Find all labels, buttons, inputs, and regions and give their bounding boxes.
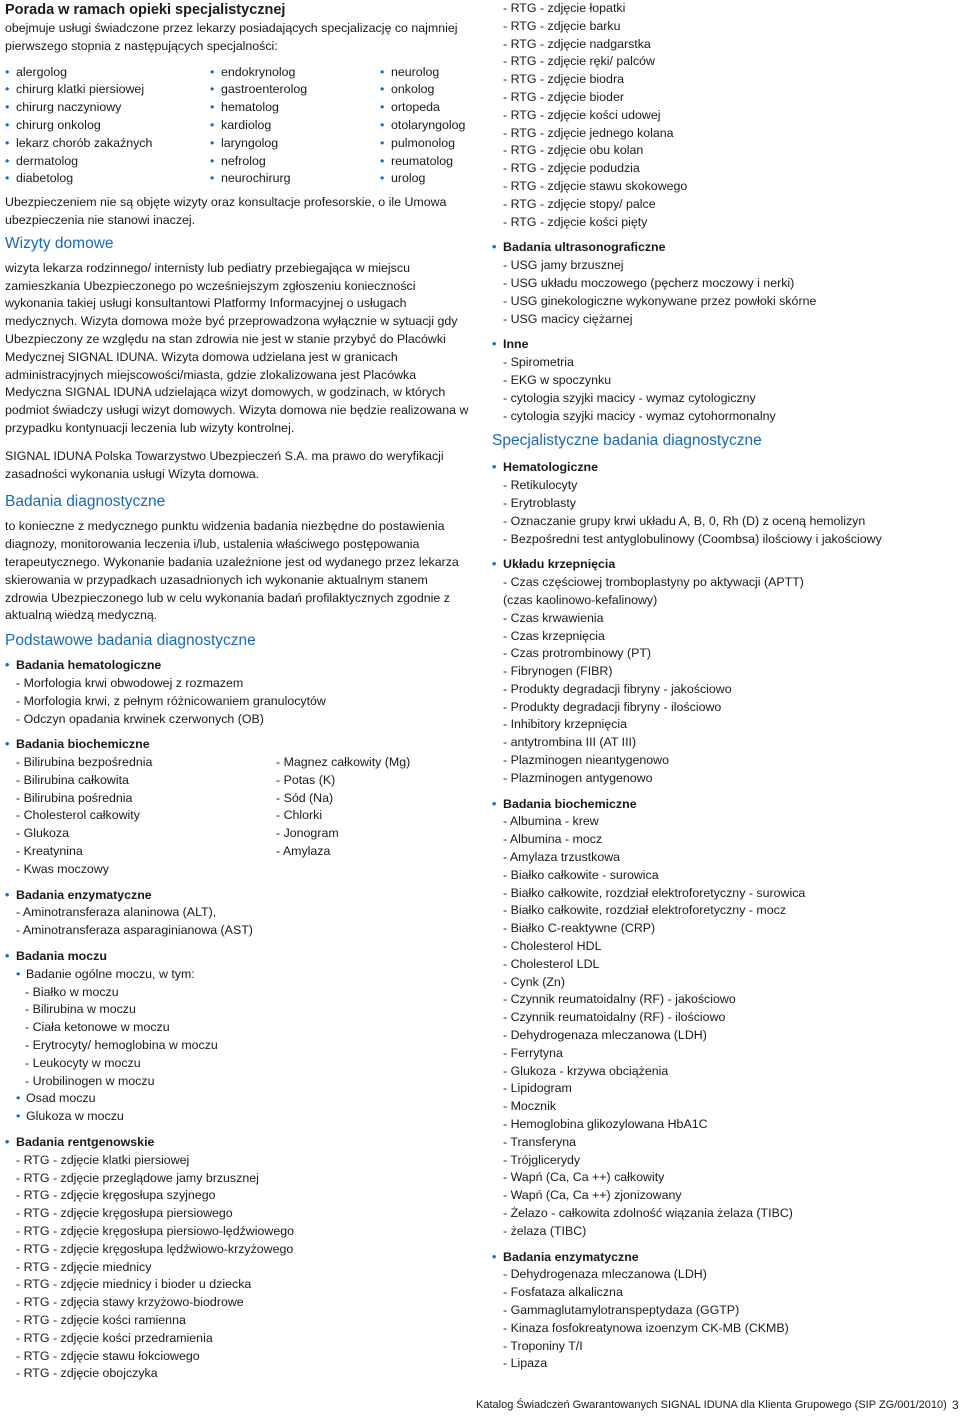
badania-paragraph: to konieczne z medycznego punktu widzenia badania niezbędne do postawienia diagnozy, monitorowania leczenia i/lub, ustalenia właściwego postępowania terapeutycznego. Wykonanie badania uzależnione jest od wydanego przez lekarza skierowania w przypadkach uzasadnionych ich wykonanie aktualnym stanem zdrowia Ubezpieczonego lub w celu wykonania badań profilaktycznych zgodnie z aktualną wiedzą medyczną. bbox=[5, 519, 459, 623]
list-item: - Białko całkowite, rozdział elektroforetyczny - mocz bbox=[503, 903, 787, 918]
list-item: - Potas (K) bbox=[276, 772, 336, 787]
mocz-sub-list bbox=[5, 984, 473, 1091]
list-item: - Czas protrombinowy (PT) bbox=[503, 646, 652, 661]
list-item: - Czas częściowej tromboplastyny po aktywacji (APTT) bbox=[503, 575, 804, 590]
list-item: - Aminotransferaza alaninowa (ALT), bbox=[16, 905, 217, 920]
list-item: - RTG - zdjęcia stawy krzyżowo-biodrowe bbox=[16, 1295, 244, 1310]
left-column bbox=[5, 0, 473, 1383]
list-item: - Albumina - krew bbox=[503, 814, 599, 829]
list-item: - Spirometria bbox=[503, 355, 574, 370]
list-item: - Odczyn opadania krwinek czerwonych (OB) bbox=[16, 711, 264, 726]
list-item: - Jonogram bbox=[276, 826, 339, 841]
list-item: - Białko C-reaktywne (CRP) bbox=[503, 921, 656, 936]
list-item: - USG ginekologiczne wykonywane przez powłoki skórne bbox=[503, 293, 817, 308]
specialty-item: • neurolog bbox=[380, 64, 470, 82]
mocz-osad: • Osad moczu bbox=[5, 1090, 473, 1108]
list-item: - Czas krzepnięcia bbox=[503, 628, 605, 643]
group-title-bioch: • Badania biochemiczne bbox=[5, 736, 473, 754]
group-title-enz: • Badania enzymatyczne bbox=[5, 887, 473, 905]
list-item: - Cholesterol HDL bbox=[503, 939, 602, 954]
list-item: - Magnez całkowity (Mg) bbox=[276, 755, 411, 770]
list-item: - Wapń (Ca, Ca ++) zjonizowany bbox=[503, 1188, 682, 1203]
list-item: - Produkty degradacji fibryny - jakościowo bbox=[503, 681, 732, 696]
spec-hemat-list bbox=[492, 477, 952, 548]
list-item: - antytrombina III (AT III) bbox=[503, 735, 637, 750]
section-title-podstawowe: Podstawowe badania diagnostyczne bbox=[5, 632, 256, 650]
list-item: - RTG - zdjęcie bioder bbox=[503, 89, 624, 104]
group-title-spec-hemat: • Hematologiczne bbox=[492, 459, 952, 477]
section-title-porada: Porada w ramach opieki specjalistycznej bbox=[5, 2, 286, 18]
list-item: - cytologia szyjki macicy - wymaz cytologiczny bbox=[503, 390, 756, 405]
list-item: - Bezpośredni test antyglobulinowy (Coombsa) ilościowy i jakościowy bbox=[503, 531, 882, 546]
group-title-spec-enz: • Badania enzymatyczne bbox=[492, 1249, 952, 1267]
list-item: - Plazminogen nieantygenowo bbox=[503, 753, 670, 768]
list-item: - Plazminogen antygenowo bbox=[503, 770, 653, 785]
specialty-item: • laryngolog bbox=[210, 135, 380, 153]
right-column bbox=[492, 0, 952, 1373]
list-item: - Erytrocyty/ hemoglobina w moczu bbox=[25, 1038, 218, 1053]
list-item: - Trójglicerydy bbox=[503, 1152, 581, 1167]
specialty-item: • nefrolog bbox=[210, 153, 380, 171]
list-item: - Mocznik bbox=[503, 1099, 557, 1114]
group-title-hemat: • Badania hematologiczne bbox=[5, 657, 473, 675]
list-item: - EKG w spoczynku bbox=[503, 372, 612, 387]
list-item: - Aminotransferaza asparaginianowa (AST) bbox=[16, 923, 253, 938]
specialty-item: • chirurg naczyniowy bbox=[5, 99, 210, 117]
list-item: - RTG - zdjęcie podudzia bbox=[503, 161, 640, 176]
specialties-col-1 bbox=[5, 64, 210, 189]
specialties-col-3 bbox=[380, 64, 470, 189]
list-item: - żelaza (TIBC) bbox=[503, 1223, 587, 1238]
list-item: - RTG - zdjęcie obu kolan bbox=[503, 143, 644, 158]
list-item: - RTG - zdjęcie obojczyka bbox=[16, 1366, 158, 1381]
list-item: - Gammaglutamylotranspeptydaza (GGTP) bbox=[503, 1302, 740, 1317]
porada-intro: obejmuje usługi świadczone przez lekarzy posiadających specjalizację co najmniej pierwszego stopnia z następujących specjalności: bbox=[5, 21, 458, 53]
specialty-item: • dermatolog bbox=[5, 153, 210, 171]
specialty-item: • diabetolog bbox=[5, 170, 210, 188]
list-item: - Amylaza trzustkowa bbox=[503, 850, 621, 865]
list-item: - Bilirubina bezpośrednia bbox=[16, 755, 153, 770]
section-title-badania: Badania diagnostyczne bbox=[5, 493, 166, 511]
list-item: - Inhibitory krzepnięcia bbox=[503, 717, 627, 732]
group-title-mocz: • Badania moczu bbox=[5, 948, 473, 966]
bioch-list-a bbox=[5, 754, 265, 879]
specialties-col-2 bbox=[210, 64, 380, 189]
list-item: - Cholesterol całkowity bbox=[16, 808, 140, 823]
list-item: - Oznaczanie grupy krwi układu A, B, 0, Rh (D) z oceną hemolizyn bbox=[503, 513, 866, 528]
list-item: - Ferrytyna bbox=[503, 1045, 563, 1060]
group-title-usg: • Badania ultrasonograficzne bbox=[492, 239, 952, 257]
list-item: - RTG - zdjęcie barku bbox=[503, 18, 621, 33]
list-item: - Czas krwawienia bbox=[503, 610, 604, 625]
specialty-item: • urolog bbox=[380, 170, 470, 188]
specialty-item: • hematolog bbox=[210, 99, 380, 117]
wizyty-paragraph-2: SIGNAL IDUNA Polska Towarzystwo Ubezpieczeń S.A. ma prawo do weryfikacji zasadności wykonania usługi Wizyta domowa. bbox=[5, 448, 444, 481]
list-item: - Bilirubina w moczu bbox=[25, 1002, 136, 1017]
list-item: - Ciała ketonowe w moczu bbox=[25, 1020, 170, 1035]
list-item: - Glukoza - krzywa obciążenia bbox=[503, 1063, 669, 1078]
list-item: - Leukocyty w moczu bbox=[25, 1055, 141, 1070]
group-title-rtg: • Badania rentgenowskie bbox=[5, 1134, 473, 1152]
list-item: - Żelazo - całkowita zdolność wiązania żelaza (TIBC) bbox=[503, 1206, 793, 1220]
list-item: - Dehydrogenaza mleczanowa (LDH) bbox=[503, 1028, 707, 1043]
group-title-spec-bioch: • Badania biochemiczne bbox=[492, 796, 952, 814]
list-item: - RTG - zdjęcie kości ramienna bbox=[16, 1313, 186, 1327]
list-item: - Czynnik reumatoidalny (RF) - jakościowo bbox=[503, 992, 736, 1007]
list-item: - Lipaza bbox=[503, 1356, 548, 1371]
specialty-item: • otolaryngolog bbox=[380, 117, 470, 135]
list-item: - Czynnik reumatoidalny (RF) - ilościowo bbox=[503, 1010, 726, 1025]
list-item: - Białko całkowite - surowica bbox=[503, 867, 659, 882]
rtg-cont-list bbox=[492, 0, 952, 231]
list-item: - Kreatynina bbox=[16, 844, 83, 859]
list-item: - RTG - zdjęcie miednicy bbox=[16, 1259, 152, 1274]
section-title-wizyty: Wizyty domowe bbox=[5, 234, 114, 252]
specialty-item: • neurochirurg bbox=[210, 170, 380, 188]
list-item: (czas kaolinowo-kefalinowy) bbox=[503, 592, 658, 607]
specialty-item: • ortopeda bbox=[380, 99, 470, 117]
specialty-item: • pulmonolog bbox=[380, 135, 470, 153]
list-item: - RTG - zdjęcie kręgosłupa piersiowo-lędźwiowego bbox=[16, 1224, 294, 1239]
specialty-item: • reumatolog bbox=[380, 153, 470, 171]
page-footer bbox=[476, 1398, 959, 1412]
list-item: - Retikulocyty bbox=[503, 478, 578, 493]
enz-list bbox=[5, 904, 473, 940]
specialty-item: • kardiolog bbox=[210, 117, 380, 135]
list-item: - RTG - zdjęcie stopy/ palce bbox=[503, 196, 656, 211]
list-item: - USG jamy brzusznej bbox=[503, 258, 624, 273]
list-item: - RTG - zdjęcie stawu skokowego bbox=[503, 178, 688, 193]
list-item: - RTG - zdjęcie kręgosłupa piersiowego bbox=[16, 1206, 233, 1221]
bioch-list-b bbox=[265, 754, 465, 879]
specialty-item: • onkolog bbox=[380, 81, 470, 99]
list-item: - RTG - zdjęcie kręgosłupa lędźwiowo-krzyżowego bbox=[16, 1241, 294, 1256]
footer-text: Katalog Świadczeń Gwarantowanych SIGNAL IDUNA dla Klienta Grupowego (SIP ZG/001/2010) bbox=[476, 1399, 947, 1411]
usg-list bbox=[492, 257, 952, 328]
list-item: - Urobilinogen w moczu bbox=[25, 1073, 155, 1088]
specialty-item: • chirurg klatki piersiowej bbox=[5, 81, 210, 99]
krzep-list bbox=[492, 574, 952, 788]
list-item: - Białko w moczu bbox=[25, 984, 119, 999]
list-item: - Albumina - mocz bbox=[503, 832, 603, 847]
list-item: - Produkty degradacji fibryny - ilościowo bbox=[503, 699, 722, 714]
group-title-inne: • Inne bbox=[492, 336, 952, 354]
list-item: - Erytroblasty bbox=[503, 495, 576, 510]
list-item: - Transferyna bbox=[503, 1134, 576, 1149]
section-title-spec: Specjalistyczne badania diagnostyczne bbox=[492, 432, 762, 450]
wizyty-paragraph-1: wizyta lekarza rodzinnego/ internisty lub pediatry przebiegająca w miejscu zamieszkania Ubezpieczonego po wcześniejszym zgłoszeniu konieczności wykonania takiej usługi konsultantowi Platformy Informacyjnej o usługach medycznych. Wizyta domowa może być przeprowadzona wyłącznie w sytuacji gdy Ubezpieczony ze względu na stan zdrowia nie jest w stanie przybyć do Placówki Medycznej SIGNAL IDUNA. Wizyta domowa udzielana jest w granicach administracyjnych miejscowości/miasta, gdzie zlokalizowana jest Placówka Medyczna SIGNAL IDUNA udzielająca wizyt domowych, w godzinach, w których podmiot świadczy usługi wizyt domowych. Wizyta domowa nie będzie realizowana w przypadku kontynuacji leczenia lub wizyty kontrolnej. bbox=[5, 260, 469, 435]
list-item: - Troponiny T/I bbox=[503, 1338, 583, 1353]
list-item: - RTG - zdjęcie kości przedramienia bbox=[16, 1330, 213, 1345]
list-item: - Białko całkowite, rozdział elektroforetyczny - surowica bbox=[503, 885, 806, 900]
list-item: - Kinaza fosfokreatynowa izoenzym CK-MB (CKMB) bbox=[503, 1320, 789, 1335]
list-item: - RTG - zdjęcie nadgarstka bbox=[503, 36, 651, 51]
list-item: - RTG - zdjęcie klatki piersiowej bbox=[16, 1152, 190, 1167]
list-item: - Bilirubina całkowita bbox=[16, 772, 129, 787]
specialty-item: • endokrynolog bbox=[210, 64, 380, 82]
list-item: - RTG - zdjęcie stawu łokciowego bbox=[16, 1348, 200, 1363]
mocz-general: • Badanie ogólne moczu, w tym: bbox=[5, 966, 473, 984]
list-item: - RTG - zdjęcie łopatki bbox=[503, 1, 626, 15]
list-item: - USG układu moczowego (pęcherz moczowy i nerki) bbox=[503, 275, 795, 290]
list-item: - Fosfataza alkaliczna bbox=[503, 1285, 623, 1300]
specialty-item: • chirurg onkolog bbox=[5, 117, 210, 135]
list-item: - RTG - zdjęcie ręki/ palców bbox=[503, 54, 655, 69]
list-item: - cytologia szyjki macicy - wymaz cytohormonalny bbox=[503, 408, 776, 423]
specialty-item: • alergolog bbox=[5, 64, 210, 82]
list-item: - Cholesterol LDL bbox=[503, 956, 600, 971]
porada-note: Ubezpieczeniem nie są objęte wizyty oraz konsultacje profesorskie, o ile Umowa ubezpieczenia nie stanowi inaczej. bbox=[5, 195, 447, 227]
group-title-krzep: • Układu krzepnięcia bbox=[492, 556, 952, 574]
list-item: - Wapń (Ca, Ca ++) całkowity bbox=[503, 1170, 665, 1185]
list-item: - RTG - zdjęcie biodra bbox=[503, 72, 624, 87]
list-item: - Dehydrogenaza mleczanowa (LDH) bbox=[503, 1267, 707, 1282]
list-item: - Amylaza bbox=[276, 844, 331, 859]
list-item: - RTG - zdjęcie kręgosłupa szyjnego bbox=[16, 1188, 216, 1203]
list-item: - RTG - zdjęcie miednicy i bioder u dziecka bbox=[16, 1277, 252, 1292]
list-item: - Fibrynogen (FIBR) bbox=[503, 664, 613, 679]
list-item: - Bilirubina pośrednia bbox=[16, 790, 133, 805]
spec-enz-list bbox=[492, 1266, 952, 1373]
list-item: - Glukoza bbox=[16, 826, 70, 841]
list-item: - USG macicy ciężarnej bbox=[503, 311, 633, 326]
specialties-grid bbox=[5, 64, 473, 189]
list-item: - Morfologia krwi, z pełnym różnicowaniem granulocytów bbox=[16, 693, 326, 708]
list-item: - RTG - zdjęcie jednego kolana bbox=[503, 125, 674, 140]
hemat-list bbox=[5, 675, 473, 728]
specialty-item: • gastroenterolog bbox=[210, 81, 380, 99]
list-item: - Cynk (Zn) bbox=[503, 974, 565, 989]
list-item: - RTG - zdjęcie kości udowej bbox=[503, 107, 661, 122]
list-item: - Kwas moczowy bbox=[16, 861, 109, 876]
list-item: - Lipidogram bbox=[503, 1081, 572, 1096]
rtg-list bbox=[5, 1152, 473, 1383]
page-number: 3 bbox=[952, 1398, 959, 1412]
specialty-item: • lekarz chorób zakaźnych bbox=[5, 135, 210, 153]
inne-list bbox=[492, 354, 952, 425]
spec-bioch-list bbox=[492, 813, 952, 1240]
list-item: - Chlorki bbox=[276, 808, 323, 823]
list-item: - RTG - zdjęcie przeglądowe jamy brzusznej bbox=[16, 1170, 259, 1185]
list-item: - RTG - zdjęcie kości pięty bbox=[503, 214, 648, 229]
bioch-grid bbox=[5, 754, 473, 879]
list-item: - Morfologia krwi obwodowej z rozmazem bbox=[16, 675, 244, 690]
list-item: - Hemoglobina glikozylowana HbA1C bbox=[503, 1117, 708, 1132]
mocz-glukoza: • Glukoza w moczu bbox=[5, 1108, 473, 1126]
list-item: - Sód (Na) bbox=[276, 790, 334, 805]
